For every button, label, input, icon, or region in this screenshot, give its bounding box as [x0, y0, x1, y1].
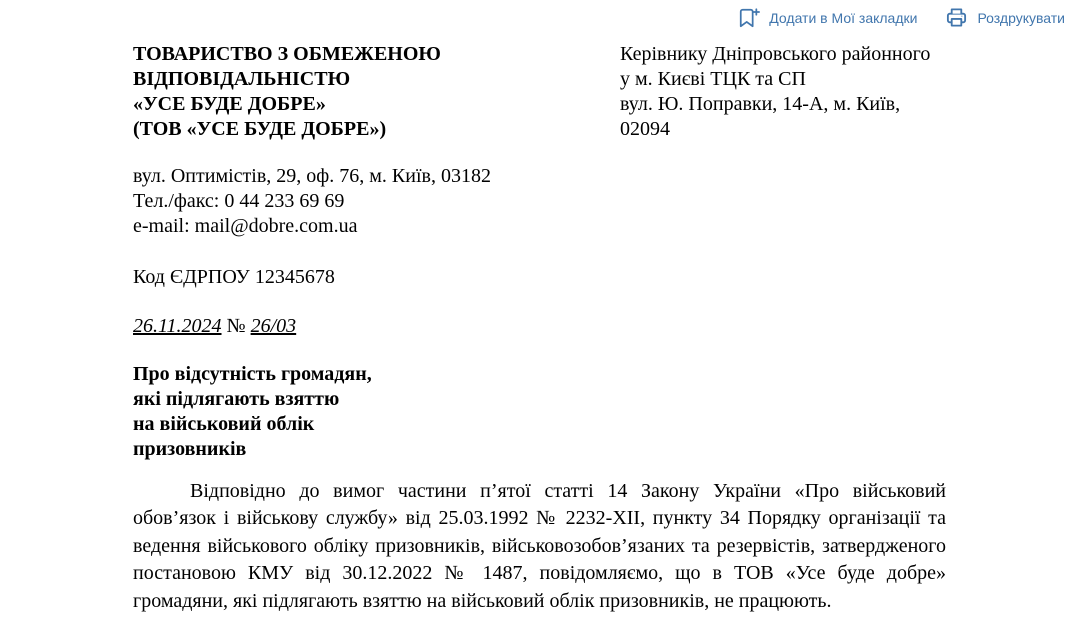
body-paragraph: Відповідно до вимог частини п’ятої статті 14 Закону України «Про військовий обов’язок і військову службу» від 25.03.1992 № 2232-XII, пункту 34 Порядку організації та ведення військового обліку призовників, військовозобов’язаних та резервістів, затвердженого постановою КМУ від 30.12.2022 № 1487, повідомляємо, що в ТОВ «Усе буде добре» громадяни, які підлягають взяттю на військовий облік призовників, не працюють.: [133, 480, 946, 612]
add-to-bookmarks-button[interactable]: [738, 7, 917, 29]
print-label: Роздрукувати: [977, 9, 1065, 26]
recipient-line: Керівнику Дніпровського районного: [620, 43, 931, 65]
recipient-line: вул. Ю. Поправки, 14-А, м. Київ,: [620, 93, 901, 115]
subject-line: які підлягають взяттю: [133, 388, 340, 410]
print-button[interactable]: [945, 6, 1065, 29]
add-to-bookmarks-label: Додати в Мої закладки: [769, 9, 918, 26]
recipient-block: [620, 42, 930, 142]
sender-email: e-mail: mail@dobre.com.ua: [133, 215, 358, 237]
number-sign: №: [226, 315, 246, 337]
bookmark-plus-icon: [738, 7, 760, 29]
recipient-line: 02094: [620, 118, 670, 140]
sender-name-block: [133, 42, 441, 142]
reference-line: [133, 314, 296, 339]
subject-line: Про відсутність громадян,: [133, 363, 372, 385]
edrpou-code: [133, 265, 335, 290]
edrpou-line: Код ЄДРПОУ 12345678: [133, 266, 335, 288]
sender-address: вул. Оптимістів, 29, оф. 76, м. Київ, 03182: [133, 165, 491, 187]
sender-phone: Тел./факс: 0 44 233 69 69: [133, 190, 345, 212]
subject-block: [133, 362, 372, 462]
sender-contact-block: [133, 164, 491, 239]
toolbar: [738, 6, 1065, 29]
subject-line: на військовий облік: [133, 413, 315, 435]
sender-name-line: ТОВАРИСТВО З ОБМЕЖЕНОЮ: [133, 43, 441, 65]
doc-number: 26/03: [250, 315, 297, 337]
printer-icon: [945, 6, 968, 29]
sender-name-line: ВІДПОВІДАЛЬНІСТЮ: [133, 68, 351, 90]
subject-line: призовників: [133, 438, 247, 460]
sender-name-line: (ТОВ «УСЕ БУДЕ ДОБРЕ»): [133, 118, 387, 140]
doc-date: 26.11.2024: [133, 315, 222, 337]
sender-name-line: «УСЕ БУДЕ ДОБРЕ»: [133, 93, 326, 115]
recipient-line: у м. Києві ТЦК та СП: [620, 68, 806, 90]
